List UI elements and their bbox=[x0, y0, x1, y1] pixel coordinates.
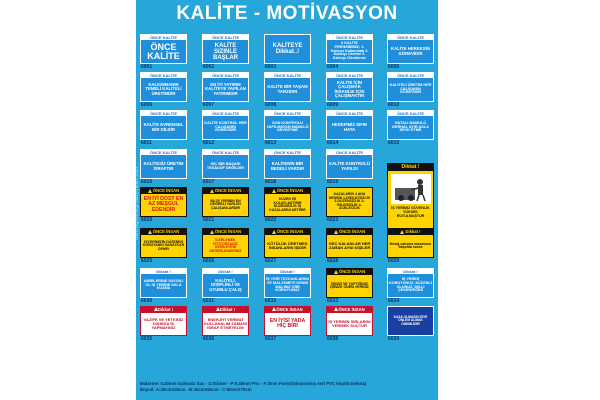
sign-code: 6017 bbox=[203, 179, 215, 185]
big-sign-header: Dikkat ! bbox=[388, 164, 433, 171]
sign-code: 6038 bbox=[327, 336, 339, 342]
sign-text: İŞYERİMİZİN DÜZENİNİ KORUYANIN SANATKAR DENİR bbox=[142, 239, 185, 251]
sign-code: 6015 bbox=[388, 140, 400, 146]
sign-text: DÜZEN İŞİ KOLAYLAŞTIRIR DÜZENSİZLİK İŞ KAZALARINI ARTIRIR bbox=[269, 197, 306, 212]
warning-icon bbox=[334, 230, 338, 234]
sign-text: İŞ YERİ TEZGAHLARINI VE MALZEMEYİ KENDİ MALINIZ GİBİ KORUYUNUZ bbox=[266, 276, 309, 293]
sign-header-text: ÖNCE KALİTE bbox=[273, 73, 302, 78]
sign-plate bbox=[140, 149, 187, 179]
sign-code: 6008 bbox=[265, 102, 277, 108]
sign-plate bbox=[326, 34, 373, 64]
sign-header-text: ÖNCE İNSAN bbox=[338, 307, 365, 312]
sign-code: 6033 bbox=[327, 298, 339, 304]
sign-header-text: ÖNCE KALİTE bbox=[335, 111, 364, 116]
sign-text: KALİTE İÇİN ÇALIŞMAK İNSANLIK İÇİN ÇALIŞMAKTIR bbox=[334, 79, 365, 98]
sign-code: 6004 bbox=[327, 64, 339, 70]
sign-plate bbox=[387, 110, 434, 140]
sign-plate bbox=[264, 34, 311, 64]
sign-text: KALİTE BİR YAŞAM TARZIDIR bbox=[267, 84, 308, 94]
sign-text: KALİTESİZ ÜRETİM İSRAFTIR bbox=[143, 161, 184, 171]
sign-plate bbox=[140, 72, 187, 102]
sign-code: 6026 bbox=[203, 258, 215, 264]
sign-text: KALİTEYE Dikkat..! bbox=[272, 43, 303, 55]
sign-code: 6003 bbox=[265, 64, 277, 70]
sign-plate bbox=[264, 149, 311, 179]
sign-text: Mesaj çalışma masasının başında sonra bbox=[389, 241, 432, 249]
sign-text: BU İŞ YERİNİN EN DEĞERLİ VARLIĞI ÇALIŞANLARDIR bbox=[210, 198, 241, 210]
sign-plate bbox=[326, 306, 373, 336]
sign-plate bbox=[326, 149, 373, 179]
sign-plate bbox=[264, 72, 311, 102]
sign-header-text: ÖNCE KALİTE bbox=[335, 150, 364, 155]
sign-plate bbox=[264, 268, 311, 298]
sign-plate bbox=[202, 306, 249, 336]
sign-header-text: ÖNCE İNSAN bbox=[276, 229, 304, 234]
sign-text: KALİTENİN BİR BEDELİ VARDIR bbox=[270, 161, 305, 171]
sign-header-text: ÖNCE KALİTE bbox=[211, 35, 240, 40]
poster bbox=[136, 0, 438, 400]
sign-plate bbox=[202, 268, 249, 298]
sign-plate bbox=[326, 268, 373, 298]
sign-plate bbox=[140, 34, 187, 64]
sign-plate bbox=[264, 187, 311, 217]
sign-header-text: ÖNCE İNSAN bbox=[338, 229, 366, 234]
sign-text: KALİTE KONTROLÜ YAPILDI bbox=[328, 161, 371, 171]
sign-plate bbox=[202, 228, 249, 258]
sign-text: KALKINMANIN TEMELİ KALİTELİ ÜRETİMDİR bbox=[145, 82, 182, 96]
sign-header-text: Dikkat ! bbox=[157, 307, 174, 312]
worker-machine-illustration bbox=[391, 174, 431, 204]
sign-code: 6029 bbox=[388, 258, 400, 264]
sign-plate bbox=[326, 110, 373, 140]
footer bbox=[140, 381, 436, 392]
sign-text: 3 KALİTE PRENSİBİMİZ; 1. Kalıcıyı Kullanmak 2. Kalıcıyı Üretme 3. Kalıcıyı Gönderme bbox=[330, 41, 369, 61]
warning-icon bbox=[334, 270, 338, 274]
poster-title: KALİTE - MOTİVASYON bbox=[176, 3, 398, 24]
sign-code: 6039 bbox=[388, 336, 400, 342]
sign-code: 6006 bbox=[141, 102, 153, 108]
big-sign-text: İŞ YERİMİZ GÜVENLİK YÜKSEK RUTULMUŞTUR bbox=[391, 206, 430, 218]
sign-header-text: ÖNCE KALİTE bbox=[149, 73, 178, 78]
sign-text: KALİTE KONTROL HER ÇALIŞANIN GÖREVİDİR bbox=[204, 120, 247, 133]
sign-header-text: ÖNCE KALİTE bbox=[211, 111, 240, 116]
sign-header-text: ÖNCE İNSAN bbox=[338, 269, 366, 274]
warning-icon bbox=[272, 230, 276, 234]
sign-header-text: ÖNCE İNSAN bbox=[152, 229, 180, 234]
sign-plate bbox=[140, 110, 187, 140]
sign-code: 6030 bbox=[141, 298, 153, 304]
sign-code: 6020 bbox=[141, 217, 153, 223]
sign-plate bbox=[140, 228, 187, 258]
sign-header-text: ÖNCE KALİTE bbox=[149, 35, 178, 40]
sign-text: VAZİFE VE YETKİNİZ DIŞINDA İŞ YAPMAYINIZ bbox=[143, 317, 184, 330]
sign-header-text: ÖNCE İNSAN bbox=[214, 229, 242, 234]
sign-code: 6034 bbox=[388, 298, 400, 304]
sign-header-text: ÖNCE İNSAN bbox=[276, 307, 303, 312]
sign-plate bbox=[140, 268, 187, 298]
sign-plate bbox=[326, 228, 373, 258]
sign-code: 6016 bbox=[141, 179, 153, 185]
sign-text: İLERLEMEK İSTİYORSANIZ GERİLEYENİ DEĞERLENDİRİNİZ bbox=[209, 238, 242, 253]
sign-header-text: ÖNCE KALİTE bbox=[149, 111, 178, 116]
sign-text: HİÇ BİR BAŞARI TESADÜF DEĞİLDİR bbox=[206, 161, 245, 170]
watermark: www.isguvenligimalzemeleri.com bbox=[134, 166, 140, 240]
sign-text: HEDEFİMİZ SIFIR HATA bbox=[331, 122, 368, 132]
sign-code: 6037 bbox=[265, 336, 277, 342]
sign-header-text: Dikkat ! bbox=[219, 307, 236, 312]
sign-code: 6014 bbox=[327, 140, 339, 146]
sign-plate bbox=[387, 268, 434, 298]
sign-plate bbox=[326, 72, 373, 102]
sign-plate bbox=[387, 34, 434, 64]
warning-icon bbox=[210, 230, 214, 234]
sign-text: KALİTE EVRENSEL BİR DİLDİR bbox=[143, 122, 184, 132]
sign-header-text: ÖNCE İNSAN bbox=[214, 188, 242, 193]
sign-text: ÖNCE KALİTE bbox=[147, 41, 180, 61]
warning-icon bbox=[148, 230, 152, 234]
sign-plate bbox=[202, 110, 249, 140]
sign-header-text: ÖNCE KALİTE bbox=[335, 73, 364, 78]
sign-plate bbox=[140, 306, 187, 336]
sign-code: 6011 bbox=[141, 140, 152, 146]
sign-text: KÖTÜLÜK ÜRETMEK İNSANLARIN İŞİDİR bbox=[267, 241, 308, 250]
sign-code: 6032 bbox=[265, 298, 277, 304]
sign-code: 6031 bbox=[203, 298, 215, 304]
sign-code: 6005 bbox=[388, 64, 400, 70]
sign-code: 6009 bbox=[327, 102, 339, 108]
sign-plate bbox=[140, 187, 187, 217]
sign-header-text: Dikkat ! bbox=[156, 269, 171, 274]
sign-text: KAZA OLMASIN DİYE ÖNLEM ALMAK ÖNEMLİDİR bbox=[393, 314, 428, 326]
sign-text: KALİTELİ, DİSİPLİNLİ VE UYUMLU ÇALIŞ bbox=[209, 278, 242, 292]
sign-code: 6001 bbox=[141, 64, 153, 70]
sign-header-text: Dikkat ! bbox=[218, 269, 233, 274]
sign-header-text: ÖNCE İNSAN bbox=[276, 188, 304, 193]
sign-plate bbox=[387, 72, 434, 102]
sign-header-text: ÖNCE KALİTE bbox=[396, 111, 425, 116]
sign-header-text: Dikkat ! bbox=[280, 269, 295, 274]
sign-text: KALİTE HERKESİN GÖREVİDİR bbox=[391, 46, 430, 56]
sign-code: 6007 bbox=[203, 102, 215, 108]
sign-text: İŞ YERİNİN SIRLARINI VERMEK SUÇTUR bbox=[328, 319, 371, 328]
sign-text: HATALI MAMULÜ DERHAL AYIR ASLA SEVK ETME bbox=[392, 120, 429, 133]
sign-text: GEÇ KALANLAR HER ZAMAN AYNI KİŞİLER bbox=[328, 241, 371, 250]
sign-header-text: ÖNCE KALİTE bbox=[335, 35, 364, 40]
sign-code: 6036 bbox=[203, 336, 215, 342]
sign-code: 6022 bbox=[265, 217, 277, 223]
warning-icon bbox=[148, 189, 152, 193]
sign-plate bbox=[387, 306, 434, 336]
sign-code: 6012 bbox=[203, 140, 215, 146]
sign-header-text: ÖNCE İNSAN bbox=[152, 188, 180, 193]
sign-text: KALİTELİ ÜRETİM HER ÇALIŞANIN GÖREVİDİR bbox=[389, 82, 432, 95]
sign-plate bbox=[202, 72, 249, 102]
sign-header-text: ÖNCE KALİTE bbox=[211, 73, 240, 78]
footer-sizes: Boyutl: A:25cmX35cm - B:35cmX50cm - C:50cmX70cm bbox=[140, 386, 252, 392]
big-sign-6024 bbox=[387, 163, 434, 236]
warning-icon bbox=[272, 189, 276, 193]
sign-text: İŞİNİZİ VE YAPTIĞINIZ İŞİNİZE ÖNEM VERİNİZ bbox=[330, 281, 369, 289]
sign-plate bbox=[264, 228, 311, 258]
sign-text: KALİTE SIZINLE BAŞLAR bbox=[213, 42, 238, 61]
sign-text: SON KONTROLU YAPILMAYAN MAMULÜ SEVKETME bbox=[266, 120, 309, 133]
sign-code: 6027 bbox=[265, 258, 277, 264]
sign-header-text: ÖNCE KALİTE bbox=[273, 111, 302, 116]
sign-header-text: Dikkat ! bbox=[405, 229, 421, 234]
sign-plate bbox=[202, 149, 249, 179]
sign-header-text: ÖNCE KALİTE bbox=[149, 150, 178, 155]
sign-header-text: ÖNCE KALİTE bbox=[396, 35, 425, 40]
sign-code: 6013 bbox=[265, 140, 277, 146]
sign-header-text: Dikkat ! bbox=[403, 269, 418, 274]
sign-code: 6023 bbox=[327, 217, 339, 223]
sign-text: KAZALARIN 4 ANA NEDENİ 1-DİKKATSİZLİK 2-DÜZENSİZLİK 3-BİLGİSİZLİK 4-ACELECİLİK bbox=[328, 192, 371, 211]
sign-header-text: ÖNCE KALİTE bbox=[273, 150, 302, 155]
sign-text: ENERJİYİ VERİMLİ KULLANALIM ZAMANI İSRAF ETMEYELİM bbox=[204, 317, 247, 330]
sign-text: EN İYİ YATIRIM KALİTEYE YAPILAN YATIRIMDIR bbox=[205, 82, 246, 96]
sign-header-text: ÖNCE KALİTE bbox=[211, 150, 240, 155]
sign-text: EN İYİ DOST EN AZ MEŞGUL EDENDİR bbox=[143, 196, 184, 213]
sign-plate bbox=[326, 187, 373, 217]
sign-code: 6021 bbox=[203, 217, 215, 223]
sign-plate bbox=[202, 34, 249, 64]
sign-plate bbox=[387, 228, 434, 258]
sign-header-text: ÖNCE KALİTE bbox=[396, 73, 425, 78]
sign-text: AMİRLERİNE SAYGILI OL İŞ YERİNE ASLA KUZMA bbox=[143, 278, 184, 291]
sign-plate bbox=[264, 110, 311, 140]
sign-code: 6028 bbox=[327, 258, 339, 264]
sign-code: 6010 bbox=[388, 102, 400, 108]
sign-code: 6025 bbox=[141, 258, 153, 264]
sign-text: İŞ YERİNİ KORUYUNUZ, DÜZENLİ OLUNUZ, MİLLİ ÇEKİRDEĞİNİ bbox=[389, 276, 432, 293]
sign-code: 6035 bbox=[141, 336, 153, 342]
sign-code: 6018 bbox=[265, 179, 277, 185]
sign-plate bbox=[264, 306, 311, 336]
sign-plate bbox=[202, 187, 249, 217]
footer-material: Malzeme: 0,40mm Galvaniz Sac - S:Sticker - P:0,40mm Pvc - F:3mm Forex(Sıkıştırılmış sert PVC köpük-Dekota) bbox=[140, 381, 367, 386]
sign-code: 6019 bbox=[327, 179, 339, 185]
sign-text: EN İYİSİ YADA HİÇ BİRİ bbox=[269, 317, 306, 329]
warning-icon bbox=[210, 189, 214, 193]
sign-code: 6002 bbox=[203, 64, 215, 70]
warning-icon bbox=[400, 230, 404, 234]
